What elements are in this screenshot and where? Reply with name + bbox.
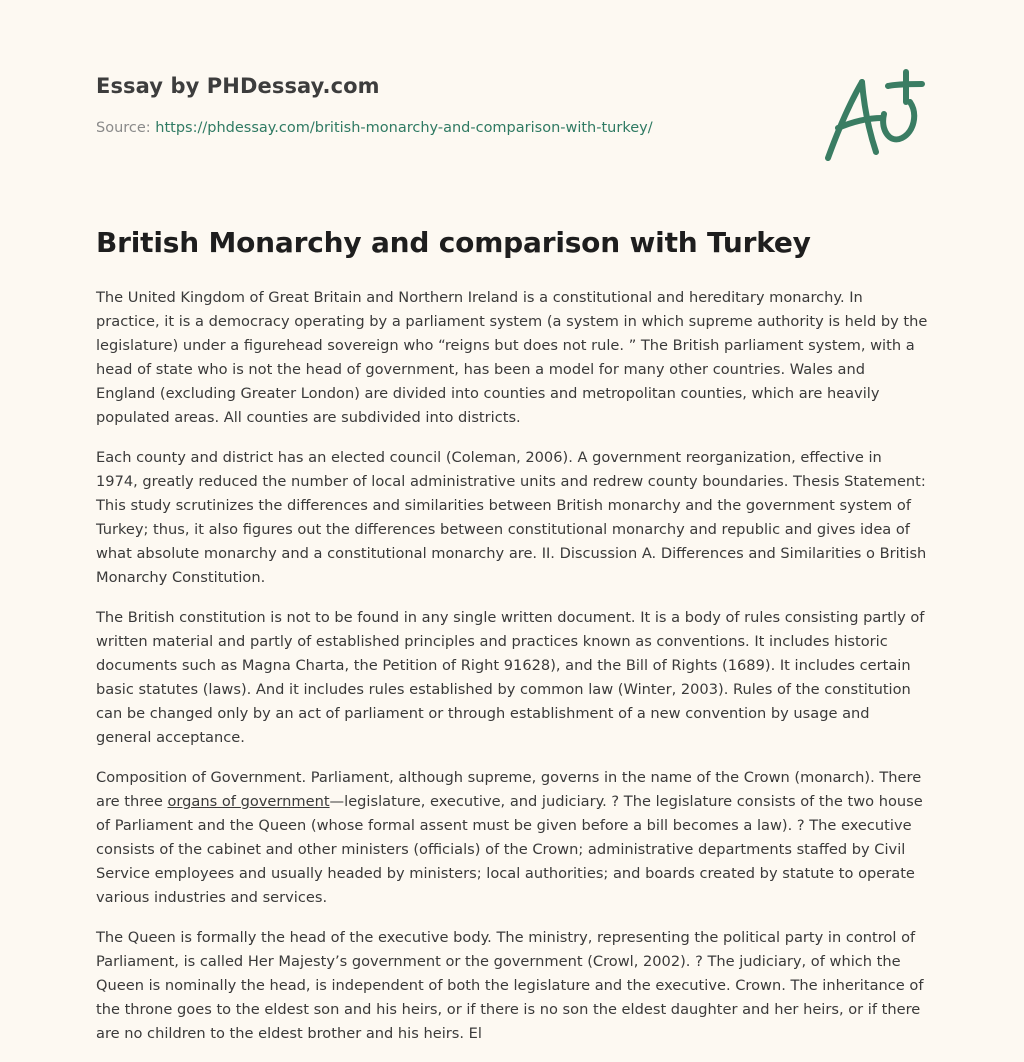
paragraph-2: Each county and district has an elected council (Coleman, 2006). A government reorganization, effective in 1974, greatly reduced the number of local administrative units and redrew county boundaries. Thesis Statement: This study scrutinizes the differences and similarities between British monarchy and the government system of Turkey; thus, it also figures out the differences between constitutional monarchy and republic and gives idea of what absolute monarchy and a constitutional monarchy are. II. Discussion A. Differences and Similarities o British Monarchy Constitution. <box>96 449 927 586</box>
source-link[interactable]: https://phdessay.com/british-monarchy-and-comparison-with-turkey/ <box>155 120 653 136</box>
a-plus-logo-icon <box>818 66 930 166</box>
page-header <box>96 74 796 136</box>
paragraph-4-start: Composition of Government. Parliament, although supreme, governs in the name of the Crown (monarch). There are three <box>96 769 922 810</box>
paragraph-3: The British constitution is not to be found in any single written document. It is a body of rules consisting partly of written material and partly of established principles and practices known as conventions. It includes historic documents such as Magna Charta, the Petition of Right 91628), and the Bill of Rights (1689). It includes certain basic statutes (laws). And it includes rules established by common law (Winter, 2003). Rules of the constitution can be changed only by an act of parliament or through establishment of a new convention by usage and general acceptance. <box>96 609 925 746</box>
paragraph-4 <box>96 766 928 910</box>
source-line <box>96 120 796 136</box>
source-label: Source: <box>96 120 151 136</box>
site-brand: Essay by PHDessay.com <box>96 74 380 98</box>
paragraph-4-end: —legislature, executive, and judiciary. ? The legislature consists of the two house of Parliament and the Queen (whose formal assent must be given before a bill becomes a law). ? The executive consists of the cabinet and other ministers (officials) of the Crown; administrative departments staffed by Civil Service employees and usually headed by ministers; local authorities; and boards created by statute to operate various industries and services. <box>96 793 923 906</box>
article-body <box>96 286 928 1062</box>
paragraph-5: The Queen is formally the head of the executive body. The ministry, representing the political party in control of Parliament, is called Her Majesty’s government or the government (Crowl, 2002). ? The judiciary, of which the Queen is nominally the head, is independent of both the legislature and the executive. Crown. The inheritance of the throne goes to the eldest son and his heirs, or if there is no son the eldest daughter and her heirs, or if there are no children to the eldest brother and his heirs. El <box>96 929 924 1042</box>
organs-of-government-link[interactable]: organs of government <box>167 793 330 810</box>
article-title: British Monarchy and comparison with Turkey <box>96 226 811 259</box>
paragraph-1: The United Kingdom of Great Britain and Northern Ireland is a constitutional and hereditary monarchy. In practice, it is a democracy operating by a parliament system (a system in which supreme authority is held by the legislature) under a figurehead sovereign who “reigns but does not rule. ” The British parliament system, with a head of state who is not the head of government, has been a model for many other countries. Wales and England (excluding Greater London) are divided into counties and metropolitan counties, which are heavily populated areas. All counties are subdivided into districts. <box>96 289 928 426</box>
